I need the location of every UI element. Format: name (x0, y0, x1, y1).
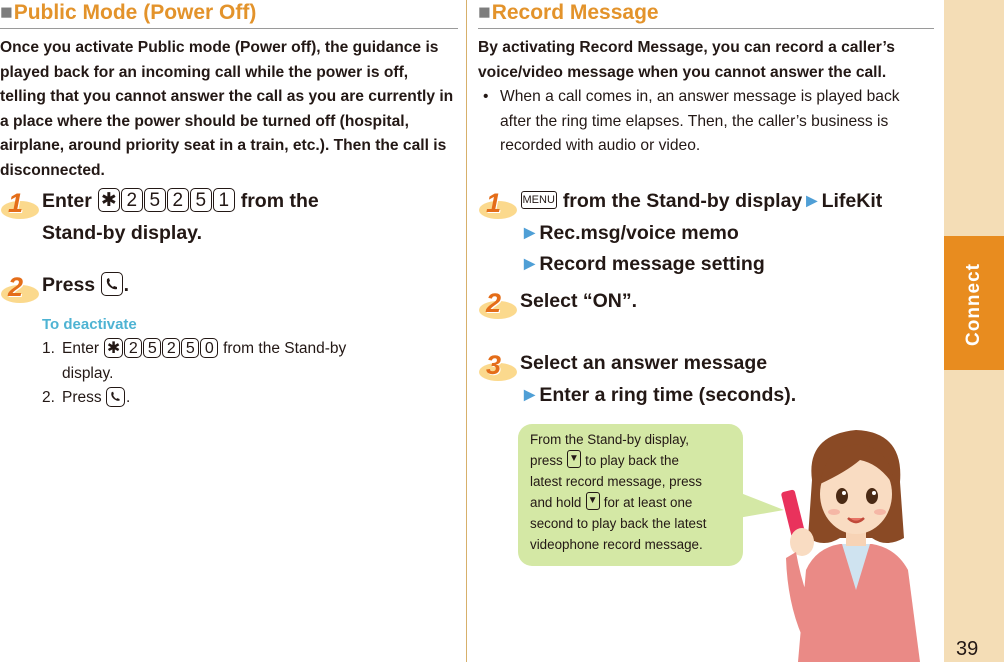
deactivate-block (42, 313, 452, 411)
woman-holding-phone-illustration (776, 420, 938, 662)
public-step-1-text: Enter ✱ 2 5 2 5 1 from the Stand-by display. (42, 189, 319, 244)
title-rule (0, 28, 458, 29)
digit-key-icon: 5 (190, 188, 212, 212)
digit-key-icon: 1 (213, 188, 235, 212)
digit-key-icon: 5 (143, 338, 161, 358)
public-step-2-text: Press . (42, 270, 458, 302)
asterisk-key-icon: ✱ (98, 188, 120, 212)
public-mode-title (0, 0, 458, 26)
title-square-icon: ■ (0, 1, 13, 24)
record-message-title-text: Record Message (491, 1, 659, 24)
down-arrow-key-icon: ▼ (567, 450, 581, 468)
public-step-1 (0, 186, 458, 249)
step-number-1: 1 (478, 186, 520, 228)
digit-key-icon: 5 (144, 188, 166, 212)
record-message-section (478, 0, 934, 159)
record-message-title (478, 0, 934, 26)
page-number: 39 (956, 638, 979, 660)
phone-call-key-icon (106, 387, 125, 407)
deactivate-step-1: 1. Enter ✱ 2 5 2 5 0 from the Stand-by display. (42, 339, 347, 382)
column-divider (466, 0, 467, 662)
side-tab-label: Connect (963, 263, 984, 347)
deactivate-step-2: 2. Press . (42, 386, 452, 411)
deactivate-heading: To deactivate (42, 316, 137, 333)
step-number-3: 3 (478, 348, 520, 390)
record-step-1 (478, 186, 938, 281)
down-arrow-key-icon: ▼ (586, 492, 600, 510)
public-mode-title-text: Public Mode (Power Off) (13, 1, 257, 24)
digit-key-icon: 5 (181, 338, 199, 358)
digit-key-icon: 0 (200, 338, 218, 358)
step-number-1: 1 (0, 186, 42, 228)
digit-key-icon: 2 (124, 338, 142, 358)
public-step-2 (0, 270, 458, 302)
step-number-2: 2 (478, 286, 520, 328)
record-step-3 (478, 348, 938, 411)
title-square-icon: ■ (478, 1, 491, 24)
tip-text: From the Stand-by display, press ▼ to play back the latest record message, press and hold ▼ for at least one second to play back the latest videophone record message. (530, 432, 707, 552)
asterisk-key-icon: ✱ (104, 338, 123, 358)
side-tab (944, 0, 1004, 662)
record-message-bullet: • When a call comes in, an answer message is played back after the ring time elapses. Then, the caller’s business is recorded with audio or video. (483, 88, 900, 155)
menu-key-icon: MENU (521, 191, 557, 209)
record-step-2 (478, 286, 938, 318)
digit-key-icon: 2 (162, 338, 180, 358)
arrow-icon: ► (802, 190, 822, 212)
arrow-icon: ► (520, 383, 540, 406)
public-mode-section (0, 0, 458, 184)
digit-key-icon: 2 (121, 188, 143, 212)
digit-key-icon: 2 (167, 188, 189, 212)
title-rule (478, 28, 934, 29)
arrow-icon: ► (520, 221, 540, 244)
arrow-icon: ► (520, 253, 540, 275)
phone-call-key-icon (101, 272, 123, 296)
step-number-2: 2 (0, 270, 42, 312)
record-message-intro: By activating Record Message, you can record a caller’s voice/video message when you cannot answer the call. (478, 39, 895, 81)
record-step-1-text: MENU from the Stand-by display►LifeKit ►Rec.msg/voice memo ►Record message setting (520, 190, 883, 275)
record-step-2-text: Select “ON”. (520, 290, 638, 312)
record-step-3-text: Select an answer message ►Enter a ring time (seconds). (520, 352, 797, 406)
public-mode-intro: Once you activate Public mode (Power off), the guidance is played back for an incoming call while the power is off, telling that you cannot answer the call as you are currently in a place where the power should be turned off (hospital, airplane, around priority seat in a train, etc.). Then the call is disconnected. (0, 39, 454, 179)
